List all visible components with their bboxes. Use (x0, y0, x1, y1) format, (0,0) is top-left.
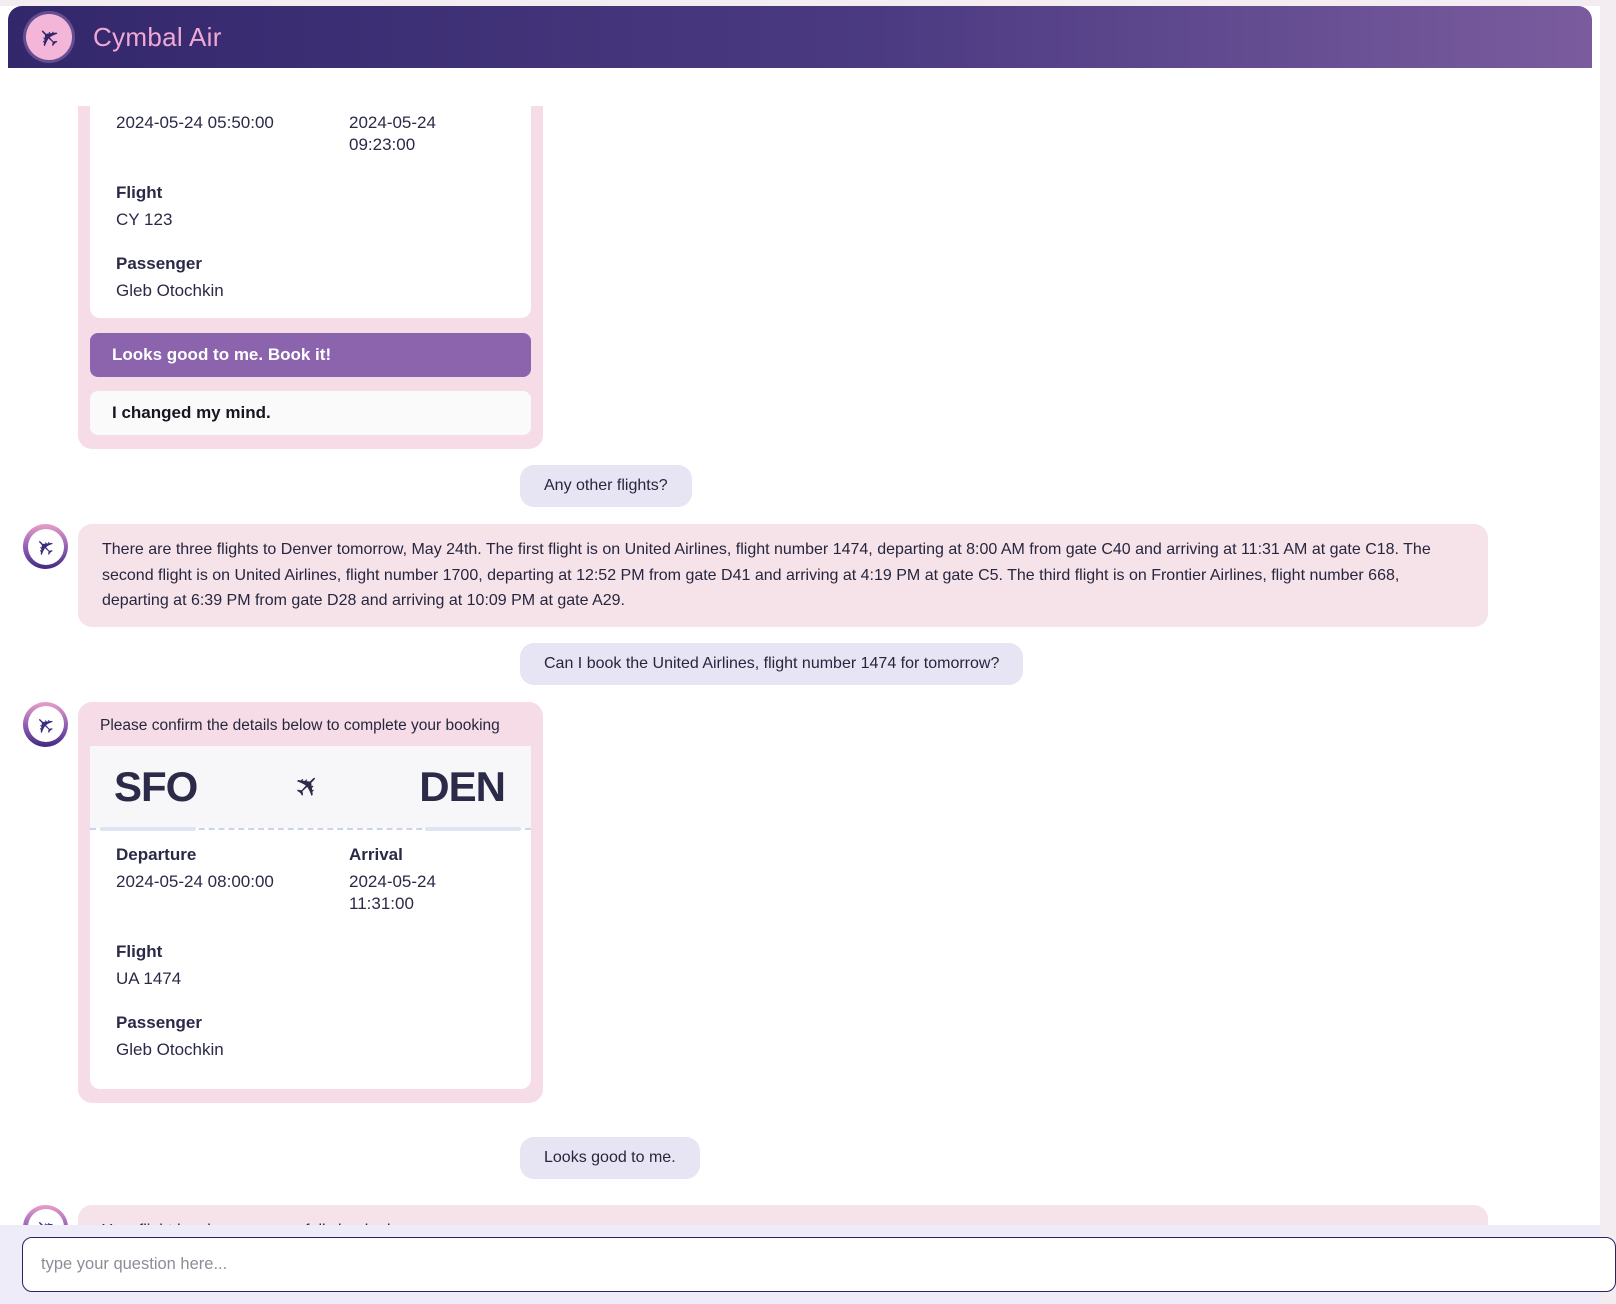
user-message (0, 643, 1600, 685)
origin-code: SFO (114, 762, 198, 810)
flight-card (90, 746, 531, 1089)
cymbal-air-app (0, 6, 1600, 1304)
passenger-label: Passenger (116, 254, 202, 273)
question-input[interactable] (22, 1237, 1616, 1292)
airplane-icon: ✈ (29, 530, 62, 563)
passenger-name: Gleb Otochkin (116, 1039, 224, 1059)
departure-time: 2024-05-24 05:50:00 (116, 113, 274, 132)
booking-card-container (78, 106, 543, 449)
ticket-divider (90, 828, 531, 830)
arrival-label: Arrival (349, 844, 403, 864)
airplane-icon: ✈ (287, 765, 329, 807)
arrival-time: 2024-05-24 11:31:00 (349, 871, 436, 913)
departure-label: Departure (116, 844, 197, 864)
bot-avatar (23, 524, 68, 569)
user-message (0, 1137, 1600, 1179)
destination-code: DEN (419, 762, 505, 810)
chat-messages[interactable] (0, 74, 1600, 1225)
app-title: Cymbal Air (93, 21, 222, 52)
times-row (116, 844, 505, 915)
changed-my-mind-button[interactable]: I changed my mind. (90, 391, 531, 435)
route-header (90, 746, 531, 828)
app-header (8, 6, 1592, 68)
user-message-bubble: Can I book the United Airlines, flight number 1474 for tomorrow? (520, 643, 1023, 685)
bot-message (0, 524, 1600, 627)
airplane-icon: ✈ (30, 18, 68, 56)
passenger-name: Gleb Otochkin (116, 281, 224, 300)
bot-avatar (23, 702, 68, 747)
user-message-bubble: Looks good to me. (520, 1137, 700, 1179)
bot-message-booking-confirmation (0, 702, 1600, 1103)
book-it-button[interactable]: Looks good to me. Book it! (90, 333, 531, 377)
flight-card (90, 106, 531, 318)
user-message (0, 465, 1600, 507)
airplane-icon: ✈ (29, 708, 62, 741)
logo (26, 14, 72, 60)
departure-time: 2024-05-24 08:00:00 (116, 871, 274, 891)
bot-message-flight-card-partial (0, 106, 1600, 449)
user-message-bubble: Any other flights? (520, 465, 692, 507)
confirm-intro-text: Please confirm the details below to complete your booking (100, 716, 500, 734)
flight-number: CY 123 (116, 210, 173, 229)
flight-label: Flight (116, 183, 163, 202)
message-input-bar (0, 1225, 1600, 1304)
bot-message-bubble: There are three flights to Denver tomorrow, May 24th. The first flight is on United Airlines, flight number 1474, departing at 8:00 AM from gate C40 and arriving at 11:31 AM at gate C18. The second flight is on United Airlines, flight number 1700, departing at 12:52 PM from gate D41 and arriving at 4:19 PM at gate C5. The third flight is on Frontier Airlines, flight number 668, departing at 6:39 PM from gate D28 and arriving at 10:09 PM at gate A29. (78, 524, 1488, 627)
booking-card-container (78, 702, 543, 1103)
flight-number: UA 1474 (116, 968, 182, 988)
arrival-time: 2024-05-24 09:23:00 (349, 113, 436, 154)
flight-label: Flight (116, 941, 163, 961)
flight-times-row (116, 112, 505, 156)
passenger-label: Passenger (116, 1012, 202, 1032)
